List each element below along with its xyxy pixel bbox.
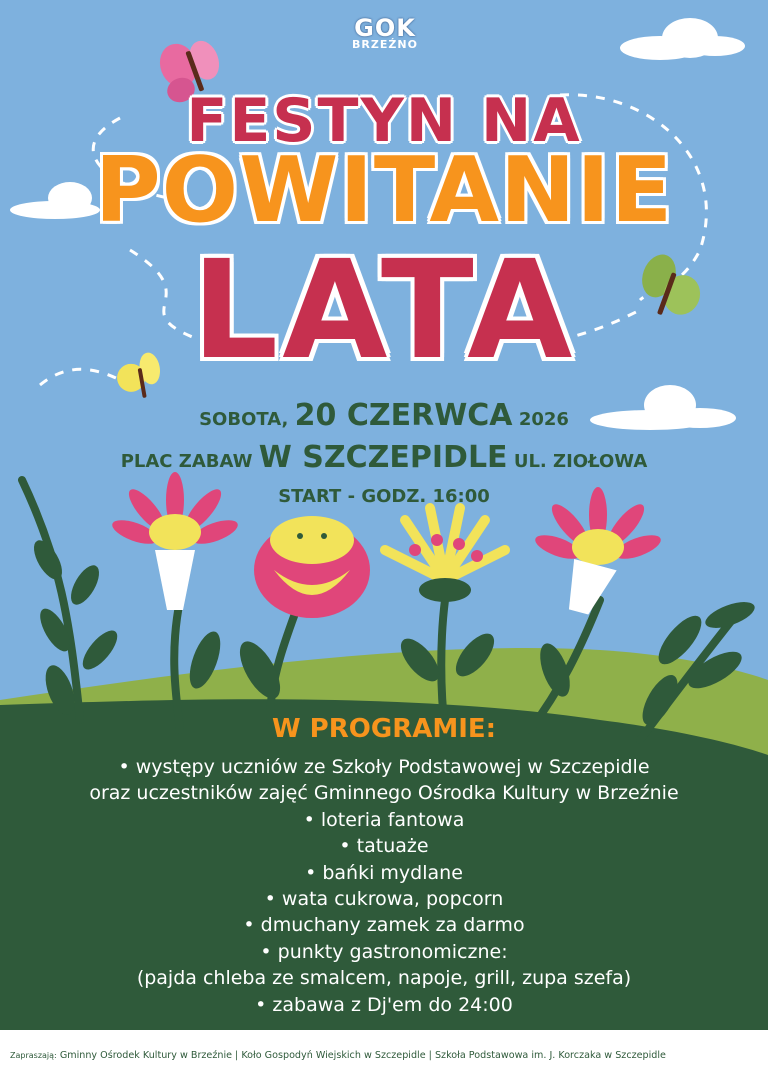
program-item: • występy uczniów ze Szkoły Podstawowej w Szczepidle <box>118 756 650 778</box>
program-item: • tatuaże <box>339 835 429 858</box>
gok-logo <box>335 14 435 51</box>
program-item: • dmuchany zamek za darmo <box>243 914 525 937</box>
program-item: oraz uczestników zajęć Gminnego Ośrodka Kultury w Brzeźnie <box>89 782 679 805</box>
flower-icon <box>254 516 370 618</box>
logo-text: GOK <box>354 14 416 42</box>
program-item: • wata cukrowa, popcorn <box>264 888 504 911</box>
event-start-time: START - GODZ. 16:00 <box>278 486 490 507</box>
program-item: • loteria fantowa <box>303 808 465 831</box>
footer-organizers <box>10 1050 758 1061</box>
logo-subtitle: BRZEŹNO <box>352 38 418 51</box>
program-item: (pajda chleba ze smalcem, napoje, grill, zupa szefa) <box>136 967 632 990</box>
program-item: • punkty gastronomiczne: <box>260 940 508 963</box>
program-list <box>0 754 768 1018</box>
program-heading: W PROGRAMIE: <box>271 714 497 744</box>
title-line-1: FESTYN NA <box>186 86 582 156</box>
program-item: • bańki mydlane <box>305 861 463 884</box>
footer-lead: Zapraszają: <box>10 1051 57 1060</box>
footer-organizers-list: Gminny Ośrodek Kultury w Brzeźnie | Koło Gospodyń Wiejskich w Szczepidle | Szkoła Podstawowa im. J. Korczaka w Szczepidle <box>59 1050 666 1061</box>
event-place <box>0 440 768 475</box>
date-prefix: SOBOTA, <box>199 409 289 430</box>
place-prefix: PLAC ZABAW <box>120 451 253 472</box>
title-line-2: POWITANIE <box>94 138 674 243</box>
date-year: 2026 <box>518 409 569 430</box>
cloud-icon <box>620 18 745 60</box>
place-suffix: UL. ZIOŁOWA <box>513 451 648 472</box>
flower-icon <box>385 508 505 602</box>
event-date <box>0 398 768 433</box>
place-main: W SZCZEPIDLE <box>258 440 508 475</box>
program-item: • zabawa z Dj'em do 24:00 <box>255 993 513 1016</box>
title-line-3: LATA <box>191 232 577 390</box>
date-main: 20 CZERWCA <box>294 398 513 433</box>
